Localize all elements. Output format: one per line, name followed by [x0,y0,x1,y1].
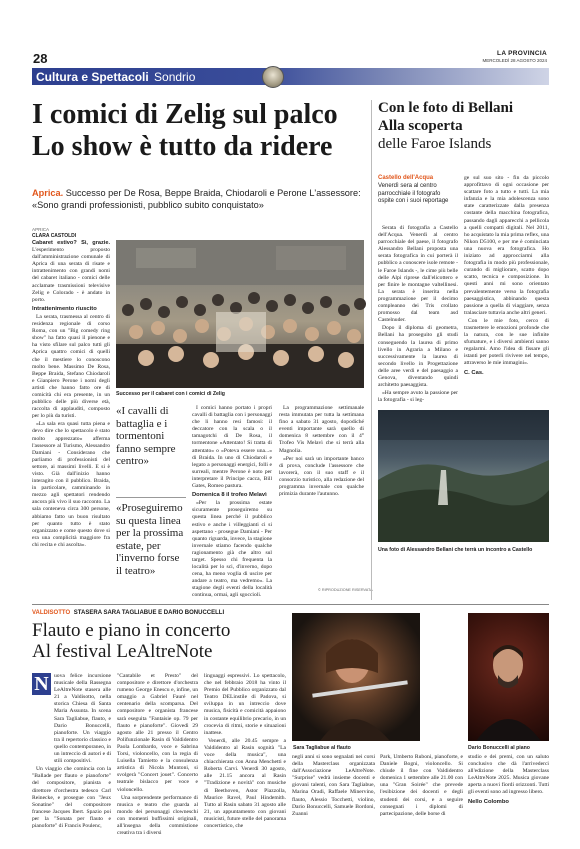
side-col2-text2: Con le mie foto, cerco di trasmettere le emozioni profonde che la natura, con le sue infinite sfumature, e i diversi ambienti sanno regalarmi. Amo l'idea di fissare gli istanti per poterli rivivere nel tempo, attraverso le mie immagini». [464,317,549,367]
column-rule [371,100,372,600]
faroe-photo [378,410,549,542]
bottom-column-6 [468,754,549,824]
side-col1-text2: Dopo il diploma di geometra, Bellani ha proseguito gli studi conseguendo la laurea di primo livello in Agraria a Milano e successivamente la laurea di secondo livello in Progettazione delle aree verdi e del paesaggio a Genova, diventando quindi architetto paesaggista. [378,325,458,389]
main-column-3 [192,405,272,597]
pianist-illustration [468,613,549,741]
main-lead: Cabaret estivo? Sì, grazie. [32,240,110,246]
cabaret-photo [116,240,364,388]
side-kicker: Castello dell'Acqua [378,175,434,181]
main-col3-text: «Per la prossima estate sicuramente proseguiremo su questa linea perché il pubblico estivo e anche i villeggianti ci si aspettano - prosegue Damiani - Per quanto riguarda, invece, la stagione invernale stiamo facendo qualche ragionamento già che altro sul target. Spesso chi frequenta la località per lo sci, d'inverno, dopo cena, ha meno voglia di uscire per andare a teatro, ma vedremo». La stagione degli eventi della località continua, ormai, agli sgoccioli. [192,500,272,599]
main-dateline: APRICA [32,227,50,232]
main-subtitle [32,188,364,211]
faroe-photo-caption: Una foto di Alessandro Bellani che terrà un incontro a Castello [378,547,533,553]
piano-photo-caption: Dario Bonuccelli al piano [468,745,530,751]
bottom-col1-text2: Un viaggio che comincia con la "Ballade per flauto e pianoforte" del compositore, pianista e direttore d'orchestra tedesco Carl Reinecke, e prosegue con "Jeux Sonatine" del compositore francese Jacques Ibert. Spazio poi per la "Sonata per flauto e pianoforte" di Francis Poulenc, [32,766,111,829]
page-number: 28 [33,51,48,66]
landscape-illustration [378,410,549,542]
side-col1-text3: «Ha sempre avuto la passione per la fotografia - si leg- [378,390,458,404]
main-column-1 [32,240,110,597]
bottom-col2-text: "Cantabile et Presto" del compositore e direttore d'orchestra rumeno George Enescu e, infine, un omaggio a Gabriel Fauré nel centenario della scomparsa. Del compositore e organista francese sarà eseguita "Fantaisie op. 79 per flauto e pianoforte". Giovedì 29 agosto alle 21 presso il Centro Polifunzionale Rasin di Valdidentro Paola Lombardo, voce e Sabrina Torsi, violoncello, con la regia di Luisella Tamietto e la consulenza artistica di Nicola Muntoni, si svolgerà "Concert jouet". Concerto teatrale bislacco per voce e violoncello. [117,673,198,793]
bottom-column-3 [204,673,286,829]
main-subhead-1: Intrattenimento riuscito [32,305,97,312]
bottom-column-1 [32,673,112,829]
pull-quote-2 [116,502,186,592]
side-headline-1: Con le foto di Bellani [378,100,514,116]
piano-photo [468,613,549,741]
side-col1-text: Serata di fotografia a Castello dell'Acqua. Venerdì al centro parrocchiale del paese, il fotografo Alessandro Bellani proposta una serata fotografica in cui porterà il pubblico a conoscere isole remote - le Faroe Islands -, le cime più belle delle Alpi riprese dall'elicottero e per finire le montagne valtellinesi. La serata è inserita nella programmazione per il decimo compleanno dei Tris crollato promosso dal team asd Castelnuder. [378,225,458,324]
bottom-col5-text: Park, Umberto Ruboni, pianoforte, e Daniele Bogni, violoncello. Si chiude il fine con Valdidentro domenica 1 settembre alle 21.00 con una "Gran Soirée" che prevede l'esibizione dei docenti e degli studenti dei corsi, e a seguire consegnati i diplomi di partecipazione, delle borse di [380,754,463,817]
section-label: Cultura e Spettacoli [36,70,149,84]
main-col4-text: La programmazione settimanale resta immutata per tutta la settimana fino a sabato 31 agosto, dopodiché eventi importante sarà quello di domenica 8 settembre con il 4° Trofeo Vis Melavì che si terrà alla Magnolia. [279,405,364,454]
section-divider [32,604,549,605]
drop-cap: N [32,673,51,695]
bottom-col4-text: negli anni si sono segnalati nei corsi della Masterclass organizzata dall'Associazione LeAltreNote. "Surprise" vedrà insieme docenti e giovani talenti, con Sara Tagliabue, Marina Oradi, Raffaele Minervino, flauto, Alessio Tocchetti, violino, Dario Bonuccelli, Samuele Bordoni, Zuanni [292,754,375,817]
bottom-headline-1: Flauto e piano in concerto [32,620,231,641]
bottom-column-5 [380,754,463,824]
side-signature: C. Cas. [464,369,484,376]
bottom-kicker: VALDISOTTO [32,610,71,616]
main-headline-2: Lo show è tutto da ridere [32,131,333,162]
main-headline-1: I comici di Zelig sul palco [32,99,338,130]
main-col1-text2: La serata, trasmessa al centro di residenza regionale di corso Roma, con un "Big comedy ring show" ha fatto quasi il pienone e ha visto sfilare sul palco tutti gli Aprica quattro comici di quelli che il mestiere lo conoscono molto bene. Massimo De Rosa, Beppe Braida, Stefano Chiodaroli e Gianpiero Perone i nomi degli artisti che hanno fatto ore di comicità chi era presente, in un pubblico delle più diverse età, raccolta di applauditi, composto per lo più da turisti. [32,313,110,420]
pull-quote-2-text: «Proseguiremo su questa linea per la prossima estate, per l'inverno forse il teatro» [116,502,184,577]
main-subtitle-text: Successo per De Rosa, Beppe Braida, Chiodaroli e Perone L'assessore: «Sono grandi professionisti, pubblico subito conquistato» [32,188,361,210]
bottom-column-4 [292,754,375,824]
quote-divider [116,497,186,498]
flute-photo [292,613,420,741]
bottom-col2-text2: Una sorprendente performance di musica e teatro che guarda al mondo dei personaggi clowneschi con momenti buffissimi originali, all'insegna della commistione creativa tra i diversi [117,794,198,837]
bottom-col3-text2: Venerdì, alle 20.45 sempre a Valdidentro al Rasin sognità "La voce della musica", una chiacchierata con Anna Menchetti e Roberta Carvi. Venerdì 30 agosto, alle 21.15 ancora al Rasin "Tradizione e novità" con musiche di Beethoven, Astor Piazzolla, Maurice Ravel, Paul Hindemith. Tutto al Rasin sabato 31 agosto alle 21, un appuntamento con giovani musicisti, future stelle del panorama concertistico, che [204,737,286,829]
cabaret-photo-caption: Successo per il cabaret con i comici di Zelig [116,391,225,397]
main-col1-text3: «La sala era quasi tutta piena e devo dire che lo spettacolo è stato molto apprezzato» afferma l'assessore al Turismo, Alessandro Damiani - Considerano che parliamo di professionisti del settore, ai massimi livelli. E si è visto. Già dall'inizio hanno interagito con il pubblico. Braida, in particolare, camminando in mezzo agli spettatori rendendo ancora più vivo il suo racconto. La sala conteneva circa 300 persone, abbiamo fatto un buon risultato per quanto tutto è stato organizzato e come questo dove si era una complicità maggiore fra chi recita e chi ascolta». [32,421,110,548]
bottom-kicker-text: STASERA SARA TAGLIABUE E DARIO BONUCCELLI [73,610,225,616]
flutist-illustration [292,613,420,741]
bottom-column-2 [117,673,198,837]
side-column-1-body [378,225,458,405]
flute-photo-caption: Sara Tagliabue al flauto [293,745,351,751]
main-subhead-2: Domenica 8 il trofeo Melavì [192,492,267,499]
side-col2-text: ge sul suo sito - fin da piccolo approfittavo di ogni occasione per scattare foto a tutto e tutti. La mia infanzia e la mia adolescenza sono state caratterizzate dalla presenza costante della macchina fotografica, passando dagli apparecchi a pellicola a quelli compatti digitali. Nel 2011, ho acquistato la mia prima reflex, una Nikon D5100, e per me è cominciata una nuova era fotografica. Ho iniziato ad approcciarmi alla fotografia in modo più professionale, curando di migliorare, scatto dopo scatto, tecnica e composizione. In questi anni mi sono orientato prevalentemente verso la fotografia paesaggistica, abbinando questa passione a quella di viaggiare, senza tralasciare tuttavia anche altri generi. [464,175,549,316]
main-author: CLARA CASTOLDI [32,233,77,239]
issue-date: MERCOLEDÌ 28 AGOSTO 2024 [482,58,547,63]
side-subtitle: Venerdì sera al centro parrocchiale il fotografo ospite con i suoi reportage [378,183,449,204]
main-column-4 [279,405,364,585]
main-kicker: Aprica. [32,188,64,198]
newspaper-name: LA PROVINCIA [497,50,547,57]
side-column-2 [464,175,549,403]
side-headline-2: Alla scoperta [378,118,463,134]
bottom-col3-text: linguaggi espressivi. Lo spettacolo, che nel febbraio 2018 ha vinto il Premio del Pubblico organizzato dal Teatro DELinstile di Padova, si sviluppa in un intreccio dove musica, fisicità e comicità appaiono in costante equilibrio precario, in un crocevia di ritmi, storie e situazioni inattese. [204,673,286,736]
bottom-headline-2: Al festival LeAltreNote [32,641,213,662]
pull-quote-1 [116,405,186,495]
main-col1-text4: I comici hanno portato i propri cavalli di battaglia con i personaggi che li hanno resi famosi: il deccatore con la scala o il tamagotchi di De Rosa, il tormentone «Attentato! Si tratta di attentato» o «Poteva essere una...» di Braida. In uno di Chiodaroli e legato a personaggi energici, folli e surreali, mentre Perone è noto per interpretare il Principe cacca, Bill Gates, Romeo pastura. [192,405,272,490]
bottom-kicker-line [32,610,224,616]
section-emblem [262,66,284,88]
bottom-col1-text: uova felice incursione musicale della Rassegna LeAltreNote stasera alle 21 a Valdisotto, nella storica Chiesa di Santa Maria Assunta. In scena Sara Tagliabue, flauto, e Dario Bonuccelli, pianoforte. Un viaggio tra il repertorio classico e quello contemporaneo, in un intreccio di autori e di stili compositivi. [54,673,112,765]
side-headline-3: delle Faroe Islands [378,136,492,152]
section-title [36,70,195,84]
main-col4-text2: «Per noi sarà un importante banco di prova, conclude l'assessore che lavorerà, con il suo staff e il consorzio turistico, alla redazione del programma invernale con qualche primizia durante l'autunno. [279,455,364,498]
crowd-illustration [116,240,364,388]
main-credit: © RIPRODUZIONE RISERVATA [318,588,373,592]
bottom-col6-text: studio e dei premi, con un saluto conclusivo che dà l'arrivederci all'edizione della Masterclass LeAltreNote 2025. Musica giovane aperta a nuovi fiordi orizzonti. Tutti gli eventi sono ad ingresso libero. [468,754,549,796]
bottom-signature: Nello Colombo [468,798,509,805]
main-col1-text: L'esperimento proposto dall'amministrazione comunale di Aprica di una serata di risate e intrattenimento con grandi nomi del cabaret italiano - comici delle acclamate trasmissioni televisive Zelig e Colorado - è andato in porto. [32,247,110,303]
pull-quote-1-text: «I cavalli di battaglia e i tormentoni fanno sempre centro» [116,405,176,467]
section-sublabel: Sondrio [154,70,196,84]
